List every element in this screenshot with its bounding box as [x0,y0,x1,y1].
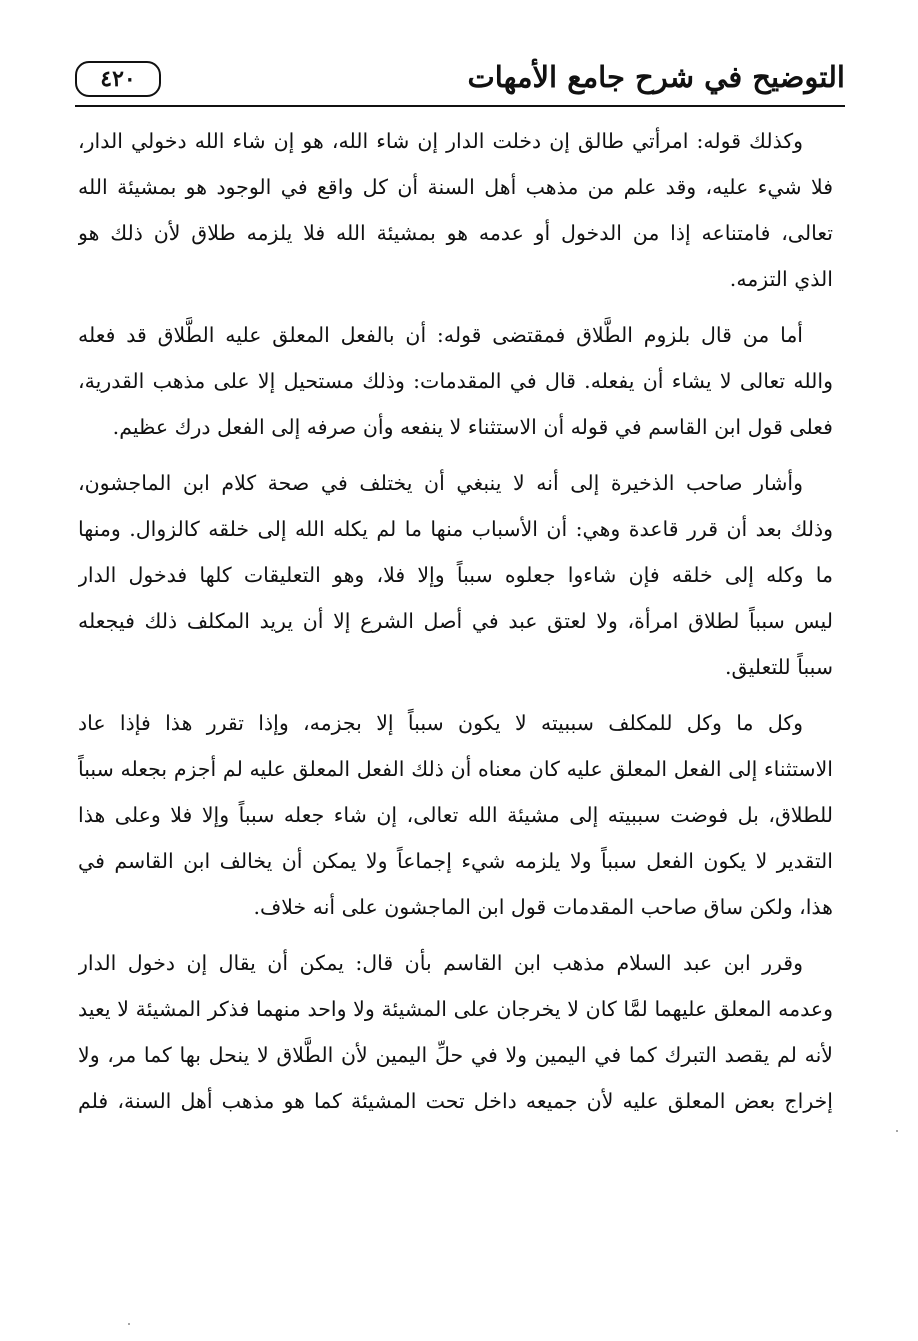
text-line: التقدير لا يكون الفعل سبباً ولا يلزمه شيء إجماعاً ولا يمكن أن يخالف ابن القاسم في [78,849,833,873]
paragraph [78,312,833,450]
text-line: وأشار صاحب الذخيرة إلى أنه لا ينبغي أن يختلف في صحة كلام ابن الماجشون، [78,471,803,495]
text-line: فعلى قول ابن القاسم في قوله أن الاستثناء لا ينفعه وأن صرفه إلى الفعل درك عظيم. [112,415,833,439]
body-text [78,118,833,1134]
book-title: التوضيح في شرح جامع الأمهات [467,60,845,94]
paragraph [78,700,833,930]
text-line: سبباً للتعليق. [724,655,833,679]
scan-speck [896,1130,898,1132]
text-line: إخراج بعض المعلق عليه لأن جميعه داخل تحت المشيئة كما هو مذهب أهل السنة، فلم [78,1089,833,1113]
text-line: لأنه لم يقصد التبرك كما في اليمين ولا في حلِّ اليمين لأن الطَّلاق لا ينحل بها كما مر، ولا [78,1043,833,1067]
text-line: الذي التزمه. [729,267,833,291]
text-line: وكل ما وكل للمكلف سببيته لا يكون سبباً إلا بجزمه، وإذا تقرر هذا فإذا عاد [78,711,803,735]
text-line: للطلاق، بل فوضت سببيته إلى مشيئة الله تعالى، إن شاء جعله سبباً وإلا فلا وعلى هذا [78,803,833,827]
text-line: والله تعالى لا يشاء أن يفعله. قال في المقدمات: وذلك مستحيل إلا على مذهب القدرية، [78,369,833,393]
scan-speck [128,1323,130,1325]
text-line: وكذلك قوله: امرأتي طالق إن دخلت الدار إن شاء الله، هو إن شاء الله دخولي الدار، [78,129,803,153]
text-line: ليس سبباً لطلاق امرأة، ولا لعتق عبد في أصل الشرع إلا أن يريد المكلف ذلك فيجعله [78,609,833,633]
text-line: وذلك بعد أن قرر قاعدة وهي: أن الأسباب منها ما لم يكله الله إلى خلقه كالزوال. ومنها [78,517,833,541]
paragraph [78,118,833,302]
text-line: فلا شيء عليه، وقد علم من مذهب أهل السنة أن كل واقع في الوجود هو بمشيئة الله [78,175,833,199]
text-line: وعدمه المعلق عليهما لمَّا كان لا يخرجان على المشيئة ولا واحد منهما فذكر المشيئة لا يعيد [78,997,833,1021]
page-number: ٤٢٠ [75,61,161,97]
text-line: هذا، ولكن ساق صاحب المقدمات قول ابن الماجشون على أنه خلاف. [253,895,833,919]
paragraph [78,460,833,690]
running-header [75,55,845,107]
text-line: أما من قال بلزوم الطَّلاق فمقتضى قوله: أن بالفعل المعلق عليه الطَّلاق قد فعله [78,323,803,347]
paragraph [78,940,833,1124]
text-line: الاستثناء إلى الفعل المعلق عليه كان معناه أن ذلك الفعل المعلق عليه لم أجزم بجعله سبباً [78,757,833,781]
text-line: تعالى، فامتناعه إذا من الدخول أو عدمه هو بمشيئة الله فلا يلزمه طلاق لأن ذلك هو [78,221,833,245]
text-line: وقرر ابن عبد السلام مذهب ابن القاسم بأن قال: يمكن أن يقال إن دخول الدار [78,951,803,975]
text-line: ما وكله إلى خلقه فإن شاءوا جعلوه سبباً وإلا فلا، وهو التعليقات كلها فدخول الدار [78,563,833,587]
